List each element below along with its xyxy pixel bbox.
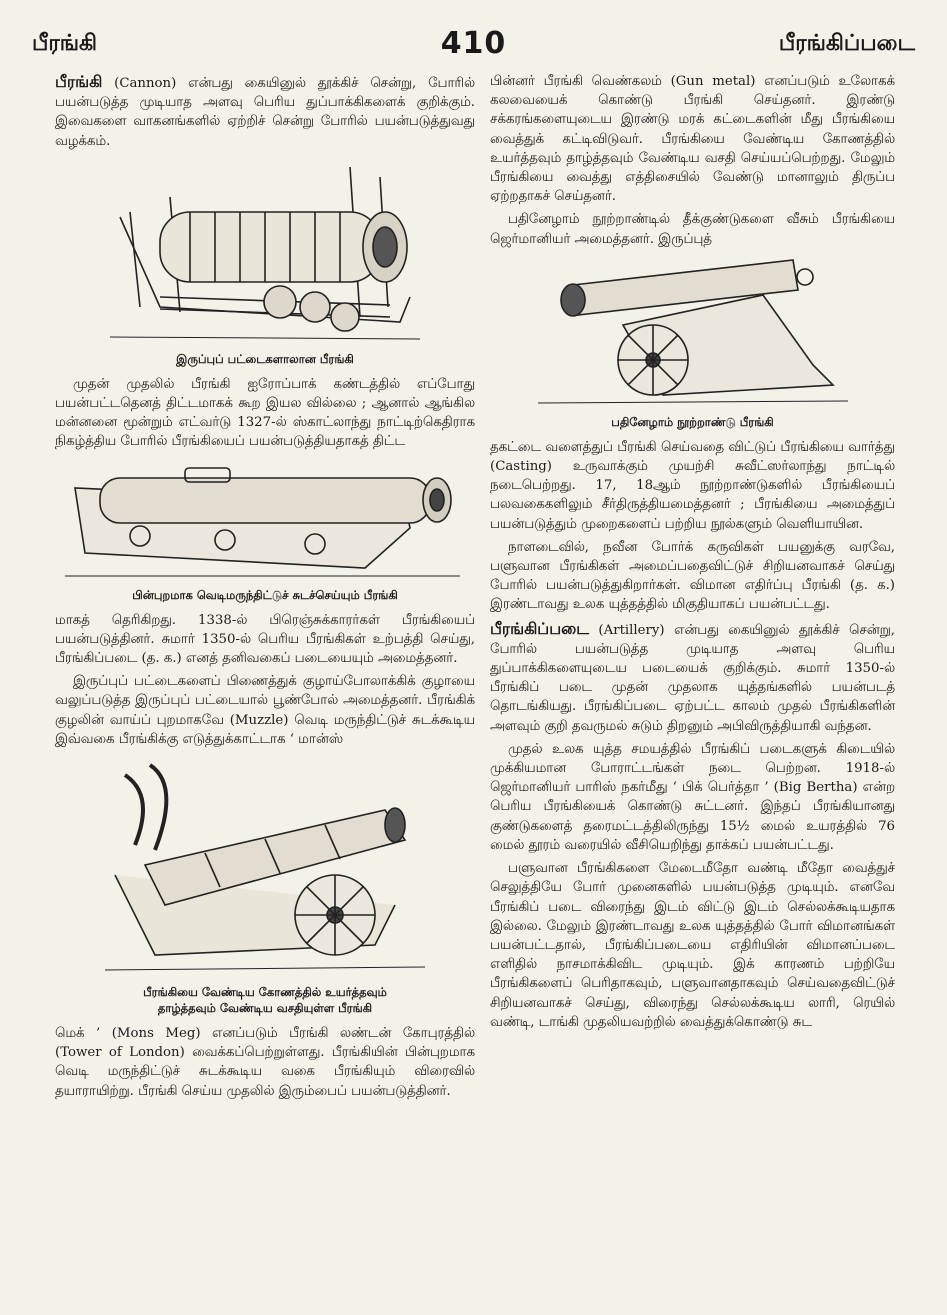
cannon-headword: பீரங்கி [55,72,103,91]
page-header [32,26,915,62]
artillery-headword: பீரங்கிப்படை [490,618,589,638]
breech-loader-illustration [65,458,465,583]
page-number: 410 [440,26,507,61]
casting-paragraph: தகட்டை வளைத்துப் பீரங்கி செய்வதை விட்டுப் பீரங்கியை வார்த்து (Casting) உருவாக்கும் முயற்சி சுவீட்ஸர்லாந்து நாட்டில் நடைபெற்றது. 17, 18ஆம் நூற்றாண்டுகளில் பீரங்கியைப் பலவகைகளிலும் சீர்திருத்தியமைத்தனர் ; பீரங்கியை அமைத்துப் பயன்படுத்தும் முறைகளைப் பற்றிய நூல்களும் வெளியாயின. [490,439,895,532]
cannon-intro-paragraph [55,72,475,151]
figure-17th-century-cannon [490,255,895,430]
muzzle-loader-paragraph: இருப்புப் பட்டைகளைப் பிணைத்துக் குழாய்போலாக்கிக் குழாயை வலுப்படுத்த இருப்புப் பட்டையால் பூண்போல் அமைத்தனர். பீரங்கிக் குழலின் வாய்ப் புறமாகவே (Muzzle) வெடி மருந்திட்டுச் சுடக்கூடிய இவ்வகை பீரங்கிக்கு எடுத்துக்காட்டாக ‘ மான்ஸ் [55,674,475,747]
figure-elevating-cannon [55,755,475,1016]
header-left-title: பீரங்கி [32,30,98,56]
artillery-intro-text: (Artillery) என்பது கையினுல் தூக்கிச் சென்று, போரில் பயன்படுத்த முடியாத அளவு பெரிய துப்பாக்கிகளையுடைய படையைக் குறிக்கும். சுமார் 1350-ல் பீரங்கிப் படை முதன் முதலாக யுத்தங்களில் பயன்படத் தொடங்கியது. பீரங்கிப்படை ஏற்பட்ட காலம் முதல் பீரங்கிகளின் அளவும் குறி தவருமல் சுடும் திறனும் அபிவிருத்தியாகி வந்தன. [490,622,895,734]
cannon-intro-text: (Cannon) என்பது கையினுல் தூக்கிச் சென்று, போரில் பயன்படுத்த முடியாத அளவு பெரிய துப்பாக்கிகளைக் குறிக்கும். இவைகளை வாகனங்களில் ஏற்றிச் சென்று போரில் பயன்படுத்துவது வழக்கம். [55,76,475,149]
fig1-caption: இருப்புப் பட்டைகளாலான பீரங்கி [176,351,354,366]
fig2-caption: பின்புறமாக வெடிமருந்திட்டுச் சுடச்செய்யும் பீரங்கி [132,587,398,602]
figure-breech-loader [55,458,475,603]
fig4-caption: பதினேழாம் நூற்றாண்டு பீரங்கி [611,414,774,429]
big-bertha-paragraph: முதல் உலக யுத்த சமயத்தில் பீரங்கிப் படைகளுக் கிடையில் முக்கியமான போராட்டங்கள் நடை பெற்றன. 1918-ல் ஜெர்மானியர் பாரிஸ் நகர்மீது ‘ பிக் பெர்த்தா ’ (Big Bertha) என்ற பெரிய பீரங்கியைக் கொண்டு சுட்டனர். இந்தப் பீரங்கியானது குண்டுகளைத் தரைமட்டத்திலிருந்து 15½ மைல் உயரத்தில் 76 மைல் தூரம் வரையில் வீசியெறிந்து தாக்கப் பயன்பட்டது. [490,741,895,853]
seventeenth-century-paragraph: பதினேழாம் நூற்றாண்டில் தீக்குண்டுகளை வீசும் பீரங்கியை ஜெர்மானியர் அமைத்தனர். இருப்புத் [490,212,895,247]
fig3-caption-line2: தாழ்த்தவும் வேண்டிய வசதியுள்ள பீரங்கி [157,1001,373,1016]
french-usage-paragraph: மாகத் தெரிகிறது. 1338-ல் பிரெஞ்சுக்காரர்கள் பீரங்கியைப் பயன்படுத்தினர். சுமார் 1350-ல் பெரிய பீரங்கிகள் உற்பத்தி செய்து, பீரங்கிப்படை (த. க.) எனத் தனிவகைப் படையையும் அமைத்தனர். [55,612,475,667]
modern-weapons-paragraph: நாளடைவில், நவீன போர்க் கருவிகள் பயனுக்கு வரவே, பளுவான பீரங்கிகள் அமைப்பதைவிட்டுச் சிறியனவாகச் செய்து போரில் பயன்படுத்துகிறார்கள். விமான எதிர்ப்பு பீரங்கி (த. க.) இரண்டாவது உலக யுத்தத்தில் மிகுதியாகப் பயன்பட்டது. [490,539,895,613]
history-paragraph: முதன் முதலில் பீரங்கி ஐரோப்பாக் கண்டத்தில் எப்போது பயன்பட்டதெனத் திட்டமாகக் கூற இயல வில்லை ; ஆனால் ஆங்கில மன்னனை மூன்றும் எட்வர்டு 1327-ல் ஸ்காட்லாந்து நாட்டிற்கெதிராக நிகழ்த்திய போரில் பீரங்கியைப் பயன்படுத்தியதாகத் திட்ட [55,376,475,450]
right-column [490,72,895,1036]
mons-meg-paragraph: மெக் ’ (Mons Meg) எனப்படும் பீரங்கி லண்டன் கோபுரத்தில் (Tower of London) வைக்கப்பெற்றுள்ளது. பீரங்கியின் பின்புறமாக வெடி மருந்திட்டுச் சுடக்கூடிய வகை பீரங்கியும் விரைவில் தயாராயிற்று. பீரங்கி செய்ய முதலில் இரும்பைப் பயன்படுத்தினர். [55,1026,475,1099]
banded-cannon-illustration [100,157,430,347]
17th-century-cannon-illustration [533,255,853,410]
left-column [55,72,475,1105]
elevating-cannon-illustration [95,755,435,980]
mobility-paragraph: பளுவான பீரங்கிகளை மேடைமீதோ வண்டி மீதோ வைத்துச் செலுத்தியே போர் முனைகளில் பயன்படுத்த முடியும். எனவே பீரங்கிப் படை விரைந்து இடம் விட்டு இடம் செல்லக்கூடியதாக இல்லை. மேலும் இரண்டாவது உலக யுத்தத்தில் போர் விமானங்கள் பயன்பட்டதால், பீரங்கிப்படையை எதிரியின் விமானப்படை எளிதில் நாசமாக்கிவிட முடியும். இக் காரணம் பற்றியே பீரங்கிகளைப் பெரிதாகவும், பளுவானதாகவும் செய்வதைவிட்டுச் சிறியனவாகச் செய்து, விரைந்து செல்லக்கூடிய லாரி, ரெயில் வண்டி, டாங்கி முதலியவற்றில் வைத்துக்கொண்டு சுட [490,861,895,1030]
fig3-caption-line1: பீரங்கியை வேண்டிய கோணத்தில் உயர்த்தவும் [143,985,387,1000]
fig3-caption [55,984,475,1016]
gun-metal-paragraph: பின்னர் பீரங்கி வெண்கலம் (Gun metal) எனப்படும் உலோகக் கலவையைக் கொண்டு பீரங்கி செய்தனர். இரண்டு சக்கரங்களையுடைய இரண்டு மரக் கட்டைகளின் மீது பீரங்கியை வைத்துக் கட்டிவிடுவர். பீரங்கியை வேண்டிய கோணத்தில் உயர்த்தவும் தாழ்த்தவும் வேண்டிய வசதி செய்யப்பெற்றது. மேலும் பீரங்கியை வைத்து எத்திசையில் வேண்டு மானாலும் திருப்ப ஏற்றதாகச் செய்தனர். [490,74,895,205]
artillery-intro-paragraph [490,619,895,736]
header-right-title: பீரங்கிப்படை [778,30,915,56]
figure-banded-cannon [55,157,475,367]
